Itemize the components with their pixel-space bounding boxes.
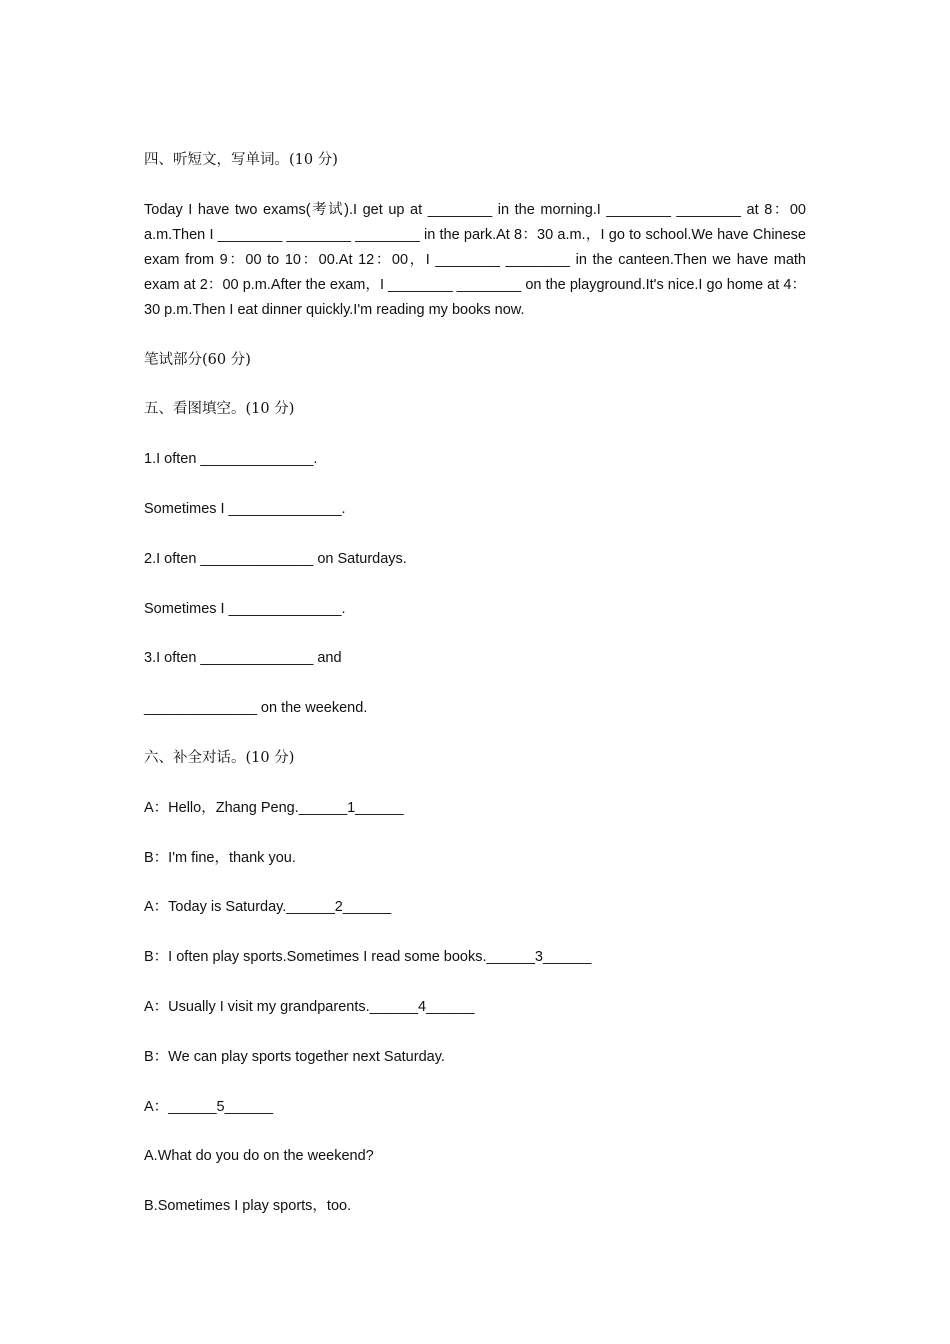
dialogue-line: B：We can play sports together next Saturday.: [144, 1048, 445, 1065]
document-page: [144, 148, 806, 1244]
dialogue-line: A：Usually I visit my grandparents.______4______: [144, 998, 475, 1015]
picture-fill-line: ______________ on the weekend.: [144, 700, 368, 717]
dialogue-line: A：______5______: [144, 1098, 274, 1115]
picture-fill-line: 1.I often ______________.: [144, 451, 318, 468]
section5-heading: 五、看图填空。(10 分): [144, 401, 295, 418]
listening-paragraph: Today I have two exams(考试).I get up at ________ in the morning.I ________ ________ at 8：00 a.m.Then I ________ ________ ________ in the park.At 8：30 a.m.，I go to school.We have Chinese exam from 9：00 to 10：00.At 12：00，I ________ ________ in the canteen.Then we have math exam at 2：00 p.m.After the exam，I ________ ________ on the playground.It's nice.I go home at 4：30 p.m.Then I eat dinner quickly.I'm reading my books now.: [144, 201, 806, 318]
dialogue-line: A：Today is Saturday.______2______: [144, 899, 392, 916]
written-part-heading: 笔试部分(60 分): [144, 351, 251, 368]
picture-fill-line: 2.I often ______________ on Saturdays.: [144, 550, 407, 567]
section4-heading: 四、听短文，写单词。(10 分): [144, 152, 338, 168]
answer-option: B.Sometimes I play sports，too.: [144, 1198, 352, 1215]
picture-fill-line: 3.I often ______________ and: [144, 650, 342, 667]
picture-fill-line: Sometimes I ______________.: [144, 600, 346, 617]
dialogue-line: B：I often play sports.Sometimes I read some books.______3______: [144, 949, 592, 966]
dialogue-line: A：Hello，Zhang Peng.______1______: [144, 799, 404, 816]
section6-heading: 六、补全对话。(10 分): [144, 749, 295, 766]
picture-fill-line: Sometimes I ______________.: [144, 500, 346, 517]
dialogue-line: B：I'm fine，thank you.: [144, 849, 296, 866]
answer-option: A.What do you do on the weekend?: [144, 1148, 374, 1165]
